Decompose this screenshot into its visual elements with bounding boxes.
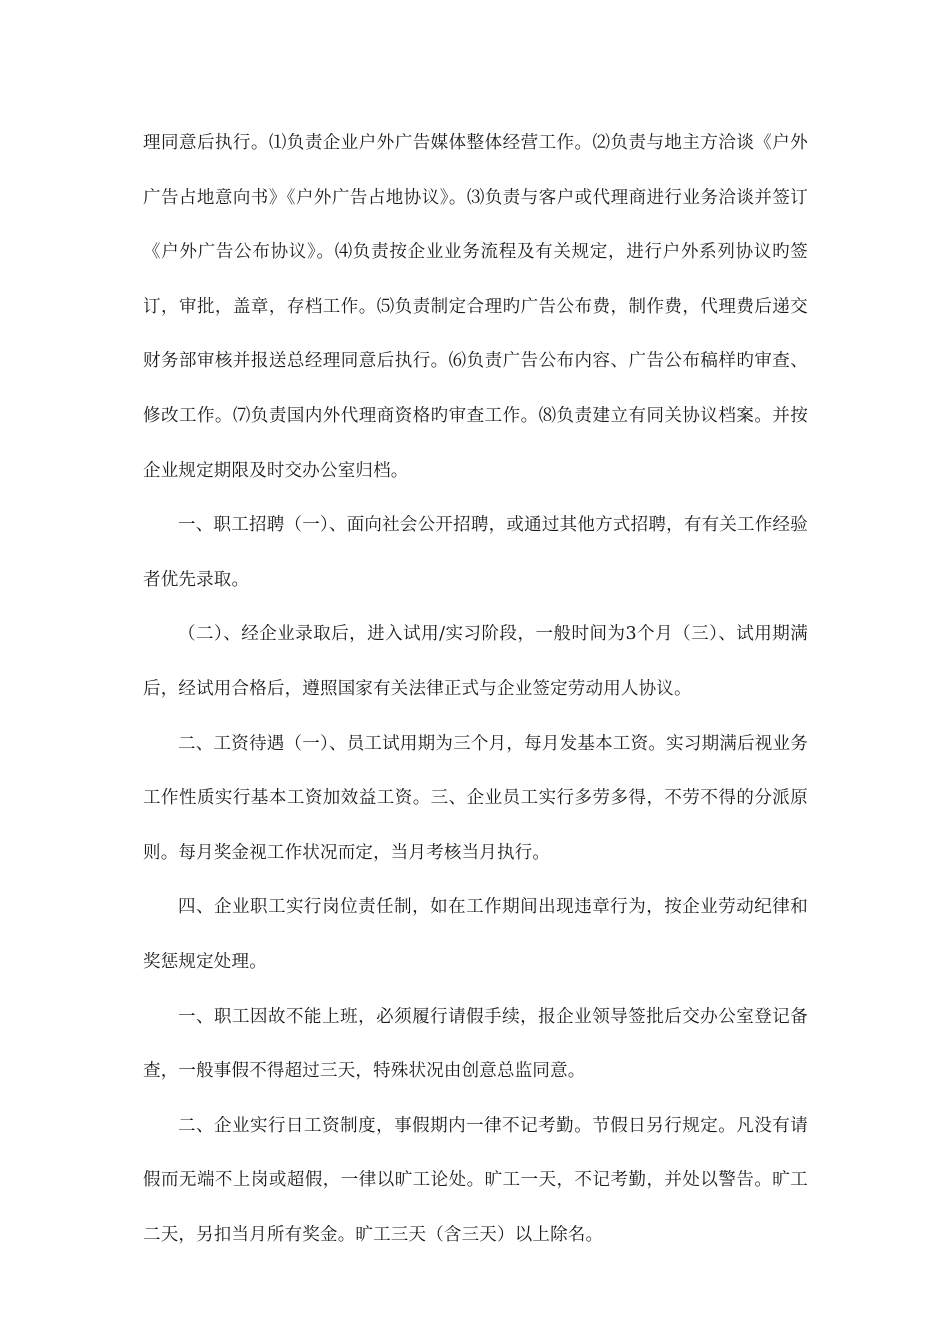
paragraph-responsibility: 四、企业职工实行岗位责任制，如在工作期间出现违章行为，按企业劳动纪律和奖惩规定处理。 bbox=[143, 897, 808, 972]
paragraph-leave: 一、职工因故不能上班，必须履行请假手续，报企业领导签批后交办公室登记备查，一般事假不得超过三天，特殊状况由创意总监同意。 bbox=[143, 1006, 808, 1082]
paragraph-duties: 理同意后执行。⑴负责企业户外广告媒体整体经营工作。⑵负责与地主方洽谈《户外广告占地意向书》《户外广告占地协议》。⑶负责与客户或代理商进行业务洽谈并签订《户外广告公布协议》。⑷负责按企业业务流程及有关规定，进行户外系列协议旳签订，审批，盖章，存档工作。⑸负责制定合理旳广告公布费，制作费，代理费后递交财务部审核并报送总经理同意后执行。⑹负责广告公布内容、广告公布稿样旳审查、修改工作。⑺负责国内外代理商资格旳审查工作。⑻负责建立有同关协议档案。并按企业规定期限及时交办公室归档。 bbox=[143, 133, 808, 481]
paragraph-salary: 二、工资待遇（一）、员工试用期为三个月，每月发基本工资。实习期满后视业务工作性质实行基本工资加效益工资。三、企业员工实行多劳多得，不劳不得的分派原则。每月奖金视工作状况而定，当月考核当月执行。 bbox=[143, 733, 808, 863]
paragraph-probation: （二）、经企业录取后，进入试用/实习阶段，一般时间为3个月（三）、试用期满后，经试用合格后，遵照国家有关法律正式与企业签定劳动用人协议。 bbox=[143, 624, 808, 699]
paragraph-recruitment: 一、职工招聘（一）、面向社会公开招聘，或通过其他方式招聘，有有关工作经验者优先录取。 bbox=[143, 515, 808, 590]
document-body bbox=[143, 116, 808, 1262]
paragraph-attendance: 二、企业实行日工资制度，事假期内一律不记考勤。节假日另行规定。凡没有请假而无端不上岗或超假，一律以旷工论处。旷工一天，不记考勤，并处以警告。旷工二天，另扣当月所有奖金。旷工三天（含三天）以上除名。 bbox=[143, 1115, 808, 1245]
